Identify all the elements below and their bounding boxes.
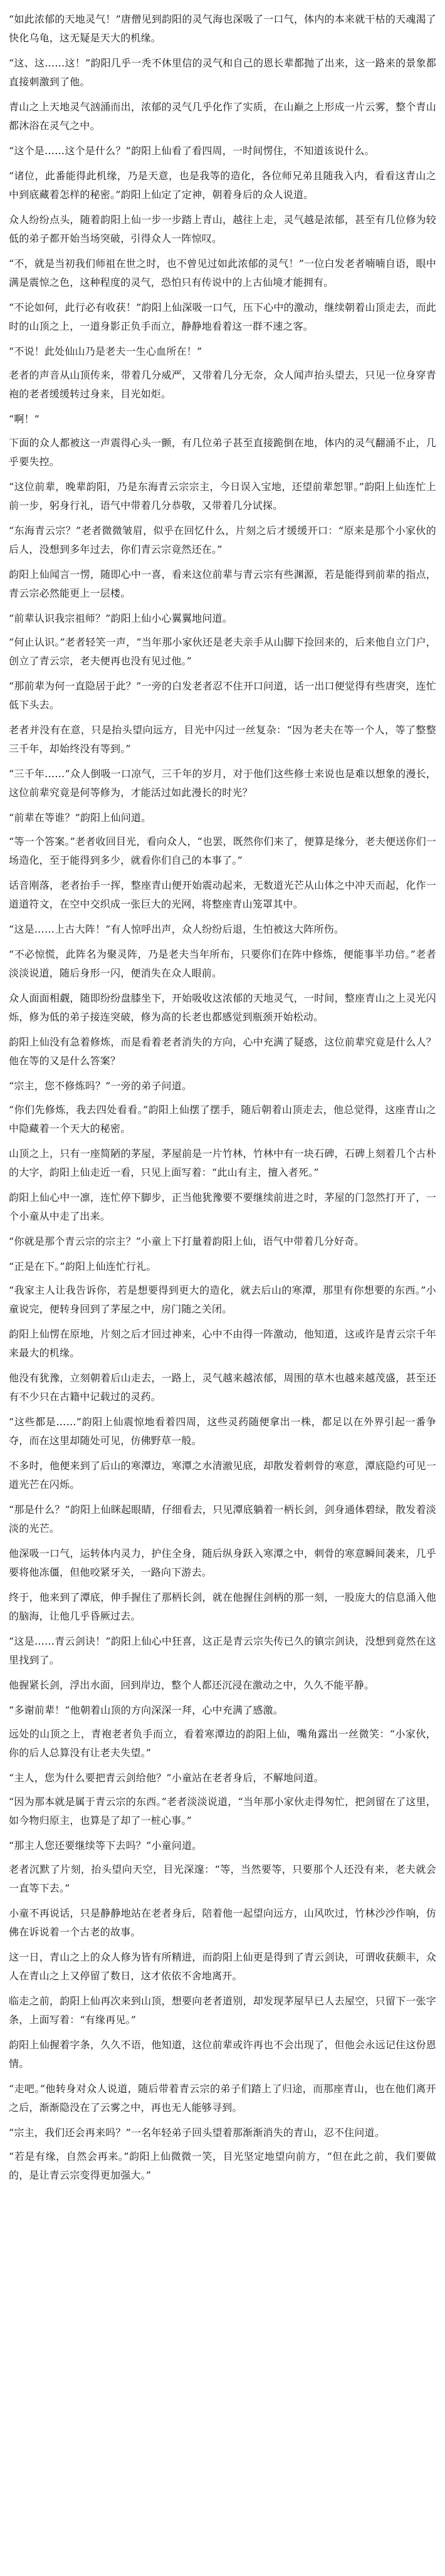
paragraph: 老者的声音从山顶传来，带着几分威严，又带着几分无奈，众人闻声抬头望去，只见一位身穿青袍的老者缓缓转过身来，目光如炬。 xyxy=(9,369,436,400)
paragraph: “这、这……这！”韵阳几乎一秃不休里信的灵气和自己的恩长辈都抛了出来，这一路来的景象都直接刺激到了他。 xyxy=(9,57,436,88)
paragraph: 终于，他来到了潭底，伸手握住了那柄长剑，就在他握住剑柄的那一刻，一股庞大的信息涌入他的脑海，让他几乎昏厥过去。 xyxy=(9,1591,436,1622)
paragraph: “主人，您为什么要把青云剑给他？”小童站在老者身后，不解地问道。 xyxy=(9,1772,324,1784)
paragraph: “这个是……这个是什么？”韵阳上仙看了看四周，一时间愣住，不知道该说什么。 xyxy=(9,145,375,157)
paragraph: “你就是那个青云宗的宗主？”小童上下打量着韵阳上仙，语气中带着几分好奇。 xyxy=(9,1235,365,1247)
paragraph: “三千年……”众人倒吸一口凉气，三千年的岁月，对于他们这些修士来说也是难以想象的漫长，这位前辈究竟是何等修为，才能活过如此漫长的时光？ xyxy=(9,768,436,798)
paragraph: “我家主人让我告诉你，若是想要得到更大的造化，就去后山的寒潭，那里有你想要的东西。”小童说完，便转身回到了茅屋之中，房门随之关闭。 xyxy=(9,1284,436,1315)
paragraph: 他深吸一口气，运转体内灵力，护住全身，随后纵身跃入寒潭之中，刺骨的寒意瞬间袭来，几乎要将他冻僵，但他咬紧牙关，一路向下游去。 xyxy=(9,1547,436,1578)
paragraph: 临走之前，韵阳上仙再次来到山顶，想要向老者道别，却发现茅屋早已人去屋空，只留下一张字条，上面写着：“有缘再见。” xyxy=(9,1995,436,2026)
paragraph: “你们先修炼，我去四处看看。”韵阳上仙摆了摆手，随后朝着山顶走去，他总觉得，这座青山之中隐藏着一个天大的秘密。 xyxy=(9,1104,436,1134)
paragraph: 老者沉默了片刻，抬头望向天空，目光深邃：“等，当然要等，只要那个人还没有来，老夫就会一直等下去。” xyxy=(9,1863,436,1894)
paragraph: 山顶之上，只有一座简陋的茅屋，茅屋前是一片竹林，竹林中有一块石碑，石碑上刻着几个古朴的大字，韵阳上仙走近一看，只见上面写着：“此山有主，擅入者死。” xyxy=(9,1148,436,1178)
paragraph: “何止认识。”老者轻笑一声，“当年那小家伙还是老夫亲手从山脚下捡回来的，后来他自立门户，创立了青云宗，老夫便再也没有见过他。” xyxy=(9,636,436,667)
paragraph: 韵阳上仙心中一凛，连忙停下脚步，正当他犹豫要不要继续前进之时，茅屋的门忽然打开了，一个小童从中走了出来。 xyxy=(9,1191,436,1222)
paragraph: “那前辈为何一直隐居于此？”一旁的白发老者忍不住开口问道，话一出口便觉得有些唐突，连忙低下头去。 xyxy=(9,680,436,711)
paragraph: “不说！此处仙山乃是老夫一生心血所在！” xyxy=(9,345,202,357)
paragraph: “那主人您还要继续等下去吗？”小童问道。 xyxy=(9,1840,202,1851)
paragraph: “因为那本就是属于青云宗的东西。”老者淡淡说道，“当年那小家伙走得匆忙，把剑留在了这里，如今物归原主，也算是了却了一桩心事。” xyxy=(9,1796,436,1826)
paragraph: “如此浓郁的天地灵气！”唐僧见到韵阳的灵气海也深吸了一口气，体内的本来就干枯的天魂渴了快化乌龟，这无疑是天大的机缘。 xyxy=(9,13,436,44)
paragraph: “前辈在等谁？”韵阳上仙问道。 xyxy=(9,812,152,824)
paragraph: “这位前辈，晚辈韵阳，乃是东海青云宗宗主，今日误入宝地，还望前辈恕罪。”韵阳上仙连忙上前一步，躬身行礼，语气中带着几分恭敬，又带着几分试探。 xyxy=(9,481,436,511)
paragraph: 他握紧长剑，浮出水面，回到岸边，整个人都还沉浸在激动之中，久久不能平静。 xyxy=(9,1679,375,1691)
paragraph: 韵阳上仙闻言一愣，随即心中一喜，看来这位前辈与青云宗有些渊源，若是能得到前辈的指点，青云宗必然能更上一层楼。 xyxy=(9,568,436,599)
paragraph: 众人面面相觑，随即纷纷盘膝坐下，开始吸收这浓郁的天地灵气，一时间，整座青山之上灵光闪烁，修为低的弟子接连突破，修为高的长老也都感觉到瓶颈开始松动。 xyxy=(9,992,436,1023)
paragraph: “不必惊慌，此阵名为聚灵阵，乃是老夫当年所布，只要你们在阵中修炼，便能事半功倍。”老者淡淡说道，随后身形一闪，便消失在众人眼前。 xyxy=(9,948,436,979)
paragraph: 小童不再说话，只是静静地站在老者身后，陪着他一起望向远方，山风吹过，竹林沙沙作响，仿佛在诉说着一个古老的故事。 xyxy=(9,1907,436,1938)
paragraph: “不论如何，此行必有收获！”韵阳上仙深吸一口气，压下心中的激动，继续朝着山顶走去，而此时的山顶之上，一道身影正负手而立，静静地看着这一群不速之客。 xyxy=(9,301,436,332)
paragraph: “不，就是当初我们师祖在世之时，也不曾见过如此浓郁的灵气！”一位白发老者喃喃自语，眼中满是震惊之色，这种程度的灵气，恐怕只有传说中的上古仙境才能拥有。 xyxy=(9,258,436,288)
paragraph: 韵阳上仙握着字条，久久不语，他知道，这位前辈或许再也不会出现了，但他会永远记住这份恩情。 xyxy=(9,2039,436,2070)
paragraph: 众人纷纷点头，随着韵阳上仙一步一步踏上青山，越往上走，灵气越是浓郁，甚至有几位修为较低的弟子都开始当场突破，引得众人一阵惊叹。 xyxy=(9,214,436,244)
paragraph: 下面的众人都被这一声震得心头一颤，有几位弟子甚至直接跪倒在地，体内的灵气翻涌不止，几乎要失控。 xyxy=(9,437,436,468)
paragraph: “正是在下。”韵阳上仙连忙行礼。 xyxy=(9,1260,157,1272)
paragraph: “东海青云宗？”老者微微皱眉，似乎在回忆什么，片刻之后才缓缓开口：“原来是那个小家伙的后人，没想到多年过去，你们青云宗竟然还在。” xyxy=(9,525,436,555)
paragraph: 韵阳上仙愣在原地，片刻之后才回过神来，心中不由得一阵激动，他知道，这或许是青云宗千年来最大的机缘。 xyxy=(9,1328,436,1359)
paragraph: “诸位，此番能得此机缘，乃是天意，也是我等的造化，各位师兄弟且随我入内，看看这青山之中到底藏着怎样的秘密。”韵阳上仙定了定神，朝着身后的众人说道。 xyxy=(9,170,436,201)
paragraph: “若是有缘，自然会再来。”韵阳上仙微微一笑，目光坚定地望向前方，“但在此之前，我们要做的，是让青云宗变得更加强大。” xyxy=(9,2150,436,2181)
paragraph: “这是……青云剑诀！”韵阳上仙心中狂喜，这正是青云宗失传已久的镇宗剑诀，没想到竟然在这里找到了。 xyxy=(9,1635,436,1666)
paragraph: 远处的山顶之上，青袍老者负手而立，看着寒潭边的韵阳上仙，嘴角露出一丝微笑：“小家伙，你的后人总算没有让老夫失望。” xyxy=(9,1728,436,1759)
paragraph: “走吧。”他转身对众人说道，随后带着青云宗的弟子们踏上了归途，而那座青山，也在他们离开之后，渐渐隐没在了云雾之中，再也无人能够寻到。 xyxy=(9,2083,436,2113)
paragraph: “那是什么？”韵阳上仙眯起眼睛，仔细看去，只见潭底躺着一柄长剑，剑身通体碧绿，散发着淡淡的光芒。 xyxy=(9,1504,436,1534)
paragraph: “多谢前辈！”他朝着山顶的方向深深一拜，心中充满了感激。 xyxy=(9,1704,283,1716)
paragraph: 他没有犹豫，立刻朝着后山走去，一路上，灵气越来越浓郁，周围的草木也越来越茂盛，甚至还有不少只在古籍中记载过的灵药。 xyxy=(9,1372,436,1403)
paragraph: 不多时，他便来到了后山的寒潭边，寒潭之水清澈见底，却散发着刺骨的寒意，潭底隐约可见一道光芒在闪烁。 xyxy=(9,1460,436,1490)
paragraph: “这是……上古大阵！”有人惊呼出声，众人纷纷后退，生怕被这大阵所伤。 xyxy=(9,923,345,935)
paragraph: “前辈认识我宗祖师？”韵阳上仙小心翼翼地问道。 xyxy=(9,612,233,624)
chapter-body xyxy=(9,10,436,2185)
paragraph: 话音刚落，老者抬手一挥，整座青山便开始震动起来，无数道光芒从山体之中冲天而起，化作一道道符文，在空中交织成一张巨大的光网，将整座青山笼罩其中。 xyxy=(9,879,436,910)
paragraph: 青山之上天地灵气汹涌而出，浓郁的灵气几乎化作了实质，在山巅之上形成一片云雾，整个青山都沐浴在灵气之中。 xyxy=(9,101,436,132)
paragraph: 这一日，青山之上的众人修为皆有所精进，而韵阳上仙更是得到了青云剑诀，可谓收获颇丰，众人在青山之上又停留了数日，这才依依不舍地离开。 xyxy=(9,1951,436,1982)
paragraph: “等一个答案。”老者收回目光，看向众人，“也罢，既然你们来了，便算是缘分，老夫便送你们一场造化，至于能得到多少，就看你们自己的本事了。” xyxy=(9,835,436,866)
paragraph: “宗主，我们还会再来吗？”一名年轻弟子回头望着那渐渐消失的青山，忍不住问道。 xyxy=(9,2127,385,2139)
paragraph: “宗主，您不修炼吗？”一旁的弟子问道。 xyxy=(9,1080,192,1092)
paragraph: “啊！” xyxy=(9,413,40,425)
paragraph: 韵阳上仙没有急着修炼，而是看着老者消失的方向，心中充满了疑惑，这位前辈究竟是什么人？他在等的又是什么答案？ xyxy=(9,1036,436,1067)
paragraph: “这些都是……”韵阳上仙震惊地看着四周，这些灵药随便拿出一株，都足以在外界引起一番争夺，而在这里却随处可见，仿佛野草一般。 xyxy=(9,1416,436,1447)
paragraph: 老者并没有在意，只是抬头望向远方，目光中闪过一丝复杂：“因为老夫在等一个人，等了整整三千年，却始终没有等到。” xyxy=(9,724,436,755)
